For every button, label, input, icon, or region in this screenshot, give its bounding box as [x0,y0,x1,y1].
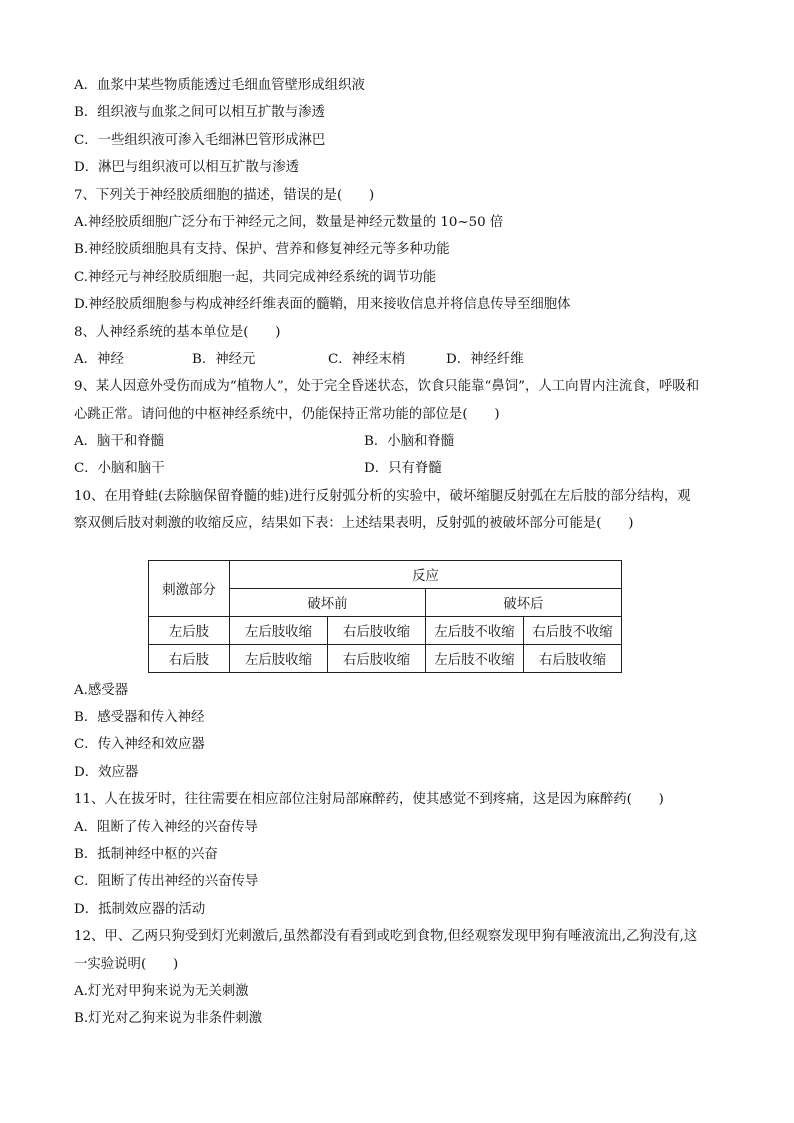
table-cell: 左后肢收缩 [230,644,328,672]
q9-option-c: C．小脑和脑干 [74,461,165,477]
q12-stem-line1: 12、甲、乙两只狗受到灯光刺激后,虽然都没有看到或吃到食物,但经观察发现甲狗有唾液流出,乙狗没有,这 [74,929,698,945]
table-cell: 右后肢收缩 [328,616,426,644]
q6-option-c: C．一些组织液可渗入毛细淋巴管形成淋巴 [74,132,326,148]
table-cell: 左后肢收缩 [230,616,328,644]
q9-option-b: B．小脑和脊髓 [364,434,455,450]
q10-option-d: D．效应器 [74,764,139,780]
q10-option-a: A.感受器 [74,682,129,698]
table-cell: 右后肢收缩 [524,644,622,672]
table-row [149,644,622,672]
q11-option-c: C．阻断了传出神经的兴奋传导 [74,874,259,890]
table-header-stimulus: 刺激部分 [149,560,230,616]
q11-option-a: A．阻断了传入神经的兴奋传导 [74,819,258,835]
table-cell: 右后肢不收缩 [524,616,622,644]
q8-option-c: C．神经末梢 [328,351,406,367]
q8-option-d: D．神经纤维 [446,351,524,367]
q10-table-wrap [148,560,734,673]
q10-stem-line1: 10、在用脊蛙(去除脑保留脊髓的蛙)进行反射弧分析的实验中，破坏缩腿反射弧在左后肢的部分结构，观 [74,488,691,504]
q8-stem: 8、人神经系统的基本单位是( ) [74,324,281,340]
table-cell: 左后肢不收缩 [426,616,524,644]
table-cell: 左后肢 [149,616,230,644]
table-cell: 右后肢 [149,644,230,672]
q9-stem-line2: 心跳正常。请问他的中枢神经系统中，仍能保持正常功能的部位是( ) [74,406,500,422]
q6-option-b: B．组织液与血浆之间可以相互扩散与渗透 [74,105,325,121]
q9-options-row2 [74,455,734,482]
q11-option-d: D．抵制效应器的活动 [74,901,206,917]
q7-option-a: A.神经胶质细胞广泛分布于神经元之间，数量是神经元数量的 10~50 倍 [74,214,504,230]
q7-stem: 7、下列关于神经胶质细胞的描述，错误的是( ) [74,187,375,203]
q8-option-b: B．神经元 [192,351,256,367]
q6-option-d: D．淋巴与组织液可以相互扩散与渗透 [74,160,299,176]
q12-option-a: A.灯光对甲狗来说为无关刺激 [74,983,249,999]
q10-option-c: C．传入神经和效应器 [74,737,205,753]
table-header-before: 破坏前 [230,588,426,616]
exam-page [74,72,734,1033]
table-cell: 右后肢收缩 [328,644,426,672]
q8-options [74,346,734,373]
q10-option-b: B．感受器和传入神经 [74,710,205,726]
q12-option-b: B.灯光对乙狗来说为非条件刺激 [74,1011,263,1027]
table-header-after: 破坏后 [426,588,622,616]
q7-option-c: C.神经元与神经胶质细胞一起，共同完成神经系统的调节功能 [74,269,437,285]
q7-option-b: B.神经胶质细胞具有支持、保护、营养和修复神经元等多种功能 [74,242,450,258]
q10-stem-line2: 察双侧后肢对刺激的收缩反应，结果如下表：上述结果表明，反射弧的被破坏部分可能是( ) [74,516,634,532]
q9-option-d: D．只有脊髓 [364,461,442,477]
table-cell: 左后肢不收缩 [426,644,524,672]
q12-stem-line2: 一实验说明( ) [74,956,179,972]
table-row [149,616,622,644]
q9-option-a: A．脑干和脊髓 [74,434,165,450]
q8-option-a: A．神经 [74,351,124,367]
table-header-reaction: 反应 [230,560,622,588]
q6-option-a: A．血浆中某些物质能透过毛细血管壁形成组织液 [74,78,365,93]
q7-option-d: D.神经胶质细胞参与构成神经纤维表面的髓鞘，用来接收信息并将信息传导至细胞体 [74,297,571,313]
q11-stem: 11、人在拔牙时，往往需要在相应部位注射局部麻醉药，使其感觉不到疼痛，这是因为麻醉药( ) [74,792,664,808]
q10-result-table [148,560,622,673]
q9-options-row1 [74,428,734,455]
q11-option-b: B．抵制神经中枢的兴奋 [74,846,218,862]
q9-stem-line1: 9、某人因意外受伤而成为“植物人”，处于完全昏迷状态，饮食只能靠“鼻饲”，人工向胃内注流食，呼吸和 [74,379,700,395]
